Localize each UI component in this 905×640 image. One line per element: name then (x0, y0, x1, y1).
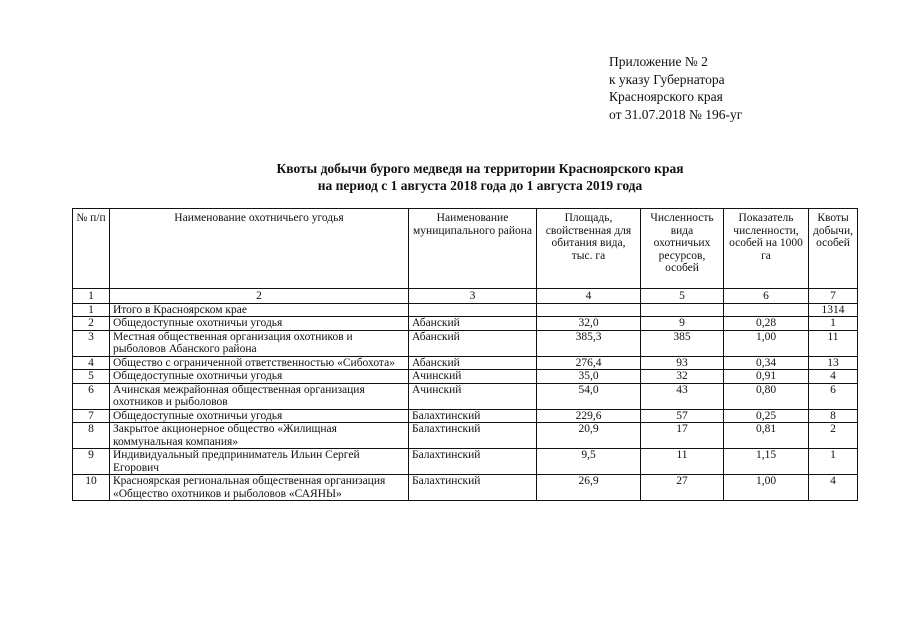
row-number: 10 (73, 475, 110, 501)
population-count: 17 (641, 423, 724, 449)
district-name: Абанский (409, 356, 537, 370)
row-number: 1 (73, 303, 110, 317)
column-number: 1 (73, 289, 110, 304)
header-cell: Наименование муниципального района (409, 209, 537, 289)
table-row (73, 356, 858, 370)
population-count: 43 (641, 383, 724, 409)
hunting-ground-name: Индивидуальный предприниматель Ильин Сергей Егорович (110, 449, 409, 475)
column-number: 6 (724, 289, 809, 304)
area-value (537, 303, 641, 317)
table-row (73, 317, 858, 331)
quota-table (72, 208, 858, 501)
density-value: 0,28 (724, 317, 809, 331)
area-value: 276,4 (537, 356, 641, 370)
district-name: Балахтинский (409, 409, 537, 423)
area-value: 35,0 (537, 370, 641, 384)
header-cell: Квоты добычи, особей (809, 209, 858, 289)
row-number: 2 (73, 317, 110, 331)
area-value: 26,9 (537, 475, 641, 501)
quota-value: 1 (809, 317, 858, 331)
hunting-ground-name: Местная общественная организация охотников и рыболовов Абанского района (110, 330, 409, 356)
row-number: 9 (73, 449, 110, 475)
appendix-line: Красноярского края (609, 89, 723, 104)
header-cell: № п/п (73, 209, 110, 289)
header-cell: Площадь, свойственная для обитания вида, тыс. га (537, 209, 641, 289)
appendix-line: Приложение № 2 (609, 54, 708, 69)
population-count: 9 (641, 317, 724, 331)
density-value: 1,00 (724, 330, 809, 356)
quota-value: 11 (809, 330, 858, 356)
area-value: 385,3 (537, 330, 641, 356)
quota-value: 13 (809, 356, 858, 370)
appendix-line: от 31.07.2018 № 196-уг (609, 106, 743, 122)
density-value: 1,15 (724, 449, 809, 475)
population-count (641, 303, 724, 317)
density-value: 0,80 (724, 383, 809, 409)
district-name (409, 303, 537, 317)
area-value: 32,0 (537, 317, 641, 331)
header-cell: Показатель численности, особей на 1000 га (724, 209, 809, 289)
quota-value: 8 (809, 409, 858, 423)
population-count: 11 (641, 449, 724, 475)
density-value: 0,25 (724, 409, 809, 423)
district-name: Абанский (409, 330, 537, 356)
row-number: 3 (73, 330, 110, 356)
column-number: 7 (809, 289, 858, 304)
density-value: 0,81 (724, 423, 809, 449)
quota-value: 4 (809, 475, 858, 501)
row-number: 5 (73, 370, 110, 384)
column-number: 3 (409, 289, 537, 304)
area-value: 54,0 (537, 383, 641, 409)
quota-value: 1314 (809, 303, 858, 317)
appendix-block (609, 53, 742, 123)
density-value: 0,91 (724, 370, 809, 384)
quota-value: 1 (809, 449, 858, 475)
district-name: Балахтинский (409, 475, 537, 501)
header-cell: Наименование охотничьего угодья (110, 209, 409, 289)
row-number: 8 (73, 423, 110, 449)
hunting-ground-name: Закрытое акционерное общество «Жилищная коммунальная компания» (110, 423, 409, 449)
district-name: Ачинский (409, 383, 537, 409)
header-cell: Численность вида охотничьих ресурсов, особей (641, 209, 724, 289)
population-count: 385 (641, 330, 724, 356)
population-count: 93 (641, 356, 724, 370)
population-count: 32 (641, 370, 724, 384)
column-number: 2 (110, 289, 409, 304)
hunting-ground-name: Общедоступные охотничьи угодья (110, 370, 409, 384)
table-row (73, 383, 858, 409)
row-number: 7 (73, 409, 110, 423)
document-title (150, 160, 810, 194)
hunting-ground-name: Общедоступные охотничьи угодья (110, 409, 409, 423)
table-row (73, 475, 858, 501)
table-row (73, 409, 858, 423)
row-number: 6 (73, 383, 110, 409)
table-row (73, 423, 858, 449)
column-number-row (73, 289, 858, 304)
district-name: Балахтинский (409, 449, 537, 475)
area-value: 20,9 (537, 423, 641, 449)
population-count: 57 (641, 409, 724, 423)
table-row (73, 449, 858, 475)
hunting-ground-name: Общество с ограниченной ответственностью «Сибохота» (110, 356, 409, 370)
quota-value: 6 (809, 383, 858, 409)
title-line: Квоты добычи бурого медведя на территории Красноярского края (276, 161, 684, 176)
density-value (724, 303, 809, 317)
header-row (73, 209, 858, 289)
title-line: на период с 1 августа 2018 года до 1 августа 2019 года (317, 178, 643, 193)
density-value: 1,00 (724, 475, 809, 501)
district-name: Абанский (409, 317, 537, 331)
hunting-ground-name: Общедоступные охотничьи угодья (110, 317, 409, 331)
district-name: Балахтинский (409, 423, 537, 449)
population-count: 27 (641, 475, 724, 501)
area-value: 229,6 (537, 409, 641, 423)
column-number: 4 (537, 289, 641, 304)
area-value: 9,5 (537, 449, 641, 475)
density-value: 0,34 (724, 356, 809, 370)
quota-value: 4 (809, 370, 858, 384)
hunting-ground-name: Итого в Красноярском крае (110, 303, 409, 317)
row-number: 4 (73, 356, 110, 370)
column-number: 5 (641, 289, 724, 304)
table-row (73, 370, 858, 384)
hunting-ground-name: Ачинская межрайонная общественная организация охотников и рыболовов (110, 383, 409, 409)
table-row (73, 330, 858, 356)
appendix-line: к указу Губернатора (609, 71, 725, 87)
quota-value: 2 (809, 423, 858, 449)
table-row (73, 303, 858, 317)
district-name: Ачинский (409, 370, 537, 384)
hunting-ground-name: Красноярская региональная общественная организация «Общество охотников и рыболовов «САЯНЫ» (110, 475, 409, 501)
